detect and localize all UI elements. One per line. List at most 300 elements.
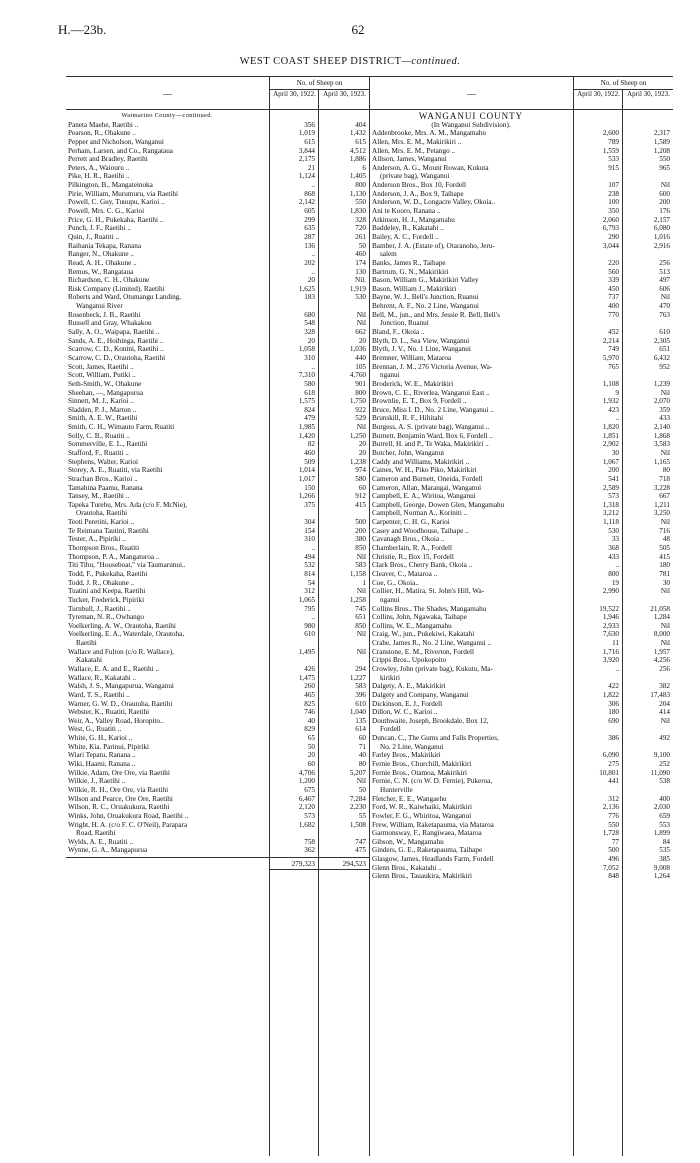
owner-name: Baddeley, R., Kakatahi .. (372, 224, 444, 233)
right-rows (370, 112, 673, 881)
sheep-1922: 758 (304, 837, 315, 846)
sheep-1922: 795 (304, 604, 315, 613)
table-row (370, 397, 673, 406)
table-row (66, 743, 369, 752)
table-row (370, 406, 673, 415)
sheep-1923: 415 (355, 500, 366, 509)
owner-name: Perrett and Bradley, Raetihi (68, 155, 148, 164)
owner-name: Casey and Woodhouse, Taihape .. (372, 526, 469, 535)
sheep-1922: .. (311, 613, 315, 622)
sheep-1923: 2,140 (653, 423, 670, 432)
sheep-1922: 82 (307, 440, 315, 449)
table-row (370, 570, 673, 579)
sheep-1922: 275 (608, 760, 619, 769)
owner-name: Seth-Smith, W., Ohakune (68, 379, 142, 388)
owner-name: Wanganui River (76, 302, 123, 311)
table-row (66, 389, 369, 398)
owner-name: Blyth, D. L., Sea View, Wanganui (372, 336, 470, 345)
owner-name: Fernie, C. N. (c/o W. D. Fernie), Pukeroa, (372, 777, 493, 786)
owner-name: Todd, F., Pukekaha, Raetihi (68, 569, 148, 578)
table-row (370, 605, 673, 614)
table-row (66, 846, 369, 855)
table-row (66, 630, 369, 639)
sheep-1923: 80 (662, 466, 670, 475)
sheep-1922: 423 (608, 405, 619, 414)
table-row (370, 544, 673, 553)
table-row (66, 432, 369, 441)
table-row (370, 423, 673, 432)
sheep-1922: 550 (608, 820, 619, 829)
sheep-1922: 6,467 (298, 794, 315, 803)
owner-name: Wilkie, J., Raetihi .. (68, 777, 126, 786)
sheep-1923: 718 (659, 474, 670, 483)
table-row (66, 172, 369, 181)
sheep-1923: 55 (358, 811, 366, 820)
sheep-1923: 440 (355, 353, 366, 362)
sheep-1922: 65 (307, 734, 315, 743)
sheep-1923: 952 (659, 362, 670, 371)
owner-name: Cranstone, E. M., Riverton, Fordell (372, 647, 475, 656)
owner-name: Sinnett, M. J., Karioi .. (68, 397, 134, 406)
sheep-1923: 720 (355, 224, 366, 233)
owner-name: Road, Raetihi (76, 829, 116, 838)
sheep-1923: 535 (659, 846, 670, 855)
sheep-1922: 1,065 (298, 595, 315, 604)
sheep-1923: 4,256 (653, 656, 670, 665)
table-row (66, 259, 369, 268)
owner-name: Tansey, M., Raetihi .. (68, 492, 130, 501)
owner-name: Pirie, William, Murumuru, via Raetihi (68, 189, 178, 198)
sheep-1923: 470 (659, 302, 670, 311)
sheep-1923: 7,284 (349, 794, 366, 803)
sheep-1922: 824 (304, 405, 315, 414)
table-row (370, 138, 673, 147)
page-title-suffix: —continued. (401, 56, 461, 67)
owner-name: Glasgow, James, Headlands Farm, Fordell (372, 855, 494, 864)
table-row (66, 121, 369, 130)
sheep-1923: 20 (358, 448, 366, 457)
owner-name: Bamber, J. A. (Estate of), Otaranoho, Jeru- (372, 241, 495, 250)
sheep-1923: Nil (660, 388, 670, 397)
sheep-1922: 737 (608, 293, 619, 302)
owner-name: Bartrum, G. N., Makirikiri (372, 267, 449, 276)
owner-name: Walsh, J. S., Mangapurua, Wanganui (68, 682, 174, 691)
sheep-1922: 1,118 (603, 518, 619, 527)
table-row (370, 501, 673, 510)
owner-name: Read, A. H., Ohakune .. (68, 258, 137, 267)
sheep-1922: 533 (608, 155, 619, 164)
owner-name: Dalgety and Company, Wanganui (372, 690, 469, 699)
owner-name: Douthwaite, Joseph, Brookdale, Box 12, (372, 716, 489, 725)
owner-name: Tester, A., Pipiriki .. (68, 535, 126, 544)
sheep-1923: 48 (662, 535, 670, 544)
owner-name: Clark Bros., Cherry Bank, Okoia .. (372, 561, 473, 570)
sheep-1922: 238 (608, 189, 619, 198)
owner-name: Storey, A. E., Ruatiti, via Raetihi (68, 466, 163, 475)
sheep-count-header: No. of Sheep on (573, 77, 673, 90)
owner-name: Allison, James, Wanganui (372, 155, 447, 164)
sheep-1922: 825 (304, 699, 315, 708)
sheep-1922: 2,902 (602, 440, 619, 449)
sheep-1923: 610 (659, 328, 670, 337)
sheep-1923: 404 (355, 120, 366, 129)
total-1923: 294,523 (342, 860, 366, 869)
sheep-1922: 40 (307, 716, 315, 725)
sheep-1922: 980 (304, 621, 315, 630)
owner-name: Richardson, C. H., Ohakune (68, 276, 150, 285)
sheep-1923: 11,090 (650, 768, 670, 777)
sheep-1922: 1,985 (298, 423, 315, 432)
sheep-1922: 1,266 (298, 492, 315, 501)
owner-name: Broderick, W. E., Makirikiri (372, 379, 454, 388)
table-row (66, 613, 369, 622)
owner-name: Scarrow, C. D., Konini, Raetihi .. (68, 345, 164, 354)
owner-name: Wallace, R., Kakatahi .. (68, 673, 137, 682)
table-row (370, 777, 673, 786)
sheep-1923: 912 (355, 492, 366, 501)
sheep-1922: 356 (304, 120, 315, 129)
sheep-1922: 800 (608, 569, 619, 578)
table-row (370, 682, 673, 691)
sheep-1922: 19,522 (599, 604, 619, 613)
sheep-1922: 6,793 (602, 224, 619, 233)
sheep-1923: 1,250 (349, 431, 366, 440)
owner-name: Brunskill, R. F., Hihitahi (372, 414, 444, 423)
table-row (370, 769, 673, 778)
owner-name: Campbell, Norman A., Koriniti .. (372, 509, 468, 518)
owner-name: Glenn Bros., Kakatahi .. (372, 863, 442, 872)
owner-name: Stafford, F., Ruatiti .. (68, 448, 129, 457)
table-row (66, 570, 369, 579)
sheep-1922: 1,716 (602, 647, 619, 656)
table-row (66, 492, 369, 501)
owner-name: Carpenter, C. H. G., Karioi (372, 518, 450, 527)
sheep-1922: 1,822 (602, 690, 619, 699)
col-1923-header: April 30, 1923. (318, 90, 370, 109)
owner-name: Solly, C. B., Ruatiti .. (68, 431, 130, 440)
sheep-1922: 829 (304, 725, 315, 734)
table-row (66, 440, 369, 449)
table-row (370, 129, 673, 138)
owner-name: Gibson, W., Mangamahu (372, 837, 444, 846)
table-row (66, 363, 369, 372)
sheep-1922: 500 (608, 846, 619, 855)
owner-name: Anderson, J. A., Box 9, Taihape (372, 189, 464, 198)
owner-name: Caines, W. H., Piko Piko, Makirikiri (372, 466, 477, 475)
table-row (66, 786, 369, 795)
table-row (370, 466, 673, 475)
owner-name: Bell, M., jun., and Mrs. Jessie R. Bell, Bell's (372, 310, 500, 319)
table-row (370, 829, 673, 838)
sheep-1923: 475 (355, 846, 366, 855)
sheep-1923: 1,239 (653, 379, 670, 388)
table-row (370, 855, 673, 864)
total-underline (269, 869, 369, 870)
table-row (66, 544, 369, 553)
owner-name: Kakatahi (76, 656, 102, 665)
sheep-1923: 130 (355, 267, 366, 276)
owner-name: Wilson and Pearce, Ore Ore, Raetihi (68, 794, 173, 803)
owner-name: Scott, James, Raetihi .. (68, 362, 134, 371)
table-row (66, 207, 369, 216)
sheep-1923: 3,228 (653, 483, 670, 492)
sheep-1923: 2,317 (653, 129, 670, 138)
sheep-1922: 1,728 (602, 829, 619, 838)
table-row (66, 293, 369, 302)
table-row (370, 354, 673, 363)
table-row (370, 371, 673, 380)
table-row (370, 207, 673, 216)
owner-name: Frew, William, Raketapauma, via Mataroa (372, 820, 494, 829)
sheep-1922: 1,058 (298, 345, 315, 354)
table-row (66, 553, 369, 562)
section-heading (66, 112, 369, 121)
page-title-text: WEST COAST SHEEP DISTRICT (239, 56, 402, 67)
table-row (370, 613, 673, 622)
sheep-1922: 1,495 (298, 647, 315, 656)
table-row (370, 812, 673, 821)
sheep-1923: 261 (355, 232, 366, 241)
owner-name: Ford, W. R., Kaiwhaiki, Makirikiri (372, 803, 473, 812)
sheep-1923: Nil. (355, 276, 366, 285)
sheep-1923: 40 (358, 751, 366, 760)
owner-name: Thompson Bros., Ruatiti (68, 544, 140, 553)
table-row (66, 725, 369, 734)
sheep-1923: 200 (659, 198, 670, 207)
sheep-1923: 84 (662, 837, 670, 846)
table-row (370, 458, 673, 467)
owner-name: Raetihi (76, 639, 97, 648)
sheep-1922: 1,318 (602, 500, 619, 509)
sheep-1922: .. (615, 665, 619, 673)
owner-name: Brown, C. E., Riverlea, Wanganui East .. (372, 388, 490, 397)
sheep-1922: 746 (304, 708, 315, 717)
sheep-1923: 610 (355, 699, 366, 708)
table-row (370, 233, 673, 242)
owner-name: Webster, K., Ruatiti, Raetihi (68, 708, 150, 717)
owner-name: Bailey, A. C., Fordell .. (372, 232, 439, 241)
sheep-1923: Nil (660, 448, 670, 457)
sheep-1923: 1,868 (653, 431, 670, 440)
sheep-1923: 80 (358, 760, 366, 769)
owner-name: Behrent, A. F., No. 2 Line, Wanganui (372, 302, 479, 311)
page-title (0, 56, 700, 67)
sheep-1923: 50 (358, 785, 366, 794)
owner-name: Allen, Mrs. E. M., Makirikiri .. (372, 137, 462, 146)
sheep-1922: 3,044 (602, 241, 619, 250)
sheep-1922: 770 (608, 310, 619, 319)
table-row (66, 760, 369, 769)
sheep-1922: 11 (612, 639, 619, 648)
sheep-1922: 1,559 (602, 146, 619, 155)
owner-name: Crahe, James R., No. 2 Line, Wanganui .. (372, 639, 492, 648)
owner-name: (private bag), Wanganui (380, 172, 450, 181)
sheep-1922: 605 (304, 207, 315, 216)
table-row (66, 250, 369, 259)
sheep-1923: 2,070 (653, 397, 670, 406)
left-table-header (66, 76, 369, 110)
owner-name: Burnett, Benjamin Ward, Box 6, Fordell .. (372, 431, 493, 440)
sheep-1922: 299 (304, 215, 315, 224)
sheep-1923: 4,760 (349, 371, 366, 380)
sheep-1923: 204 (659, 699, 670, 708)
table-row (66, 596, 369, 605)
sheep-1922: .. (311, 181, 315, 190)
sheep-1922: 306 (608, 699, 619, 708)
table-row (66, 129, 369, 138)
page-reference: H.—23b. (58, 22, 107, 37)
sheep-1923: 20 (358, 336, 366, 345)
sheep-1922: 1,108 (602, 379, 619, 388)
sheep-1922: 532 (304, 561, 315, 570)
sheep-1922: 2,214 (602, 336, 619, 345)
section-heading (370, 112, 673, 121)
table-row (370, 475, 673, 484)
owner-name: Fletcher, E. E., Wangaehu (372, 794, 447, 803)
table-row (370, 786, 673, 795)
table-row (66, 682, 369, 691)
owner-name: Anderson, W. D., Longacre Valley, Okoia.. (372, 198, 496, 207)
sheep-1923: Nil (356, 319, 366, 328)
sheep-1922: 1,946 (602, 613, 619, 622)
sheep-1922: 618 (304, 388, 315, 397)
table-row (370, 734, 673, 743)
table-row (370, 155, 673, 164)
owner-name: Coe, G., Okoia.. (372, 578, 419, 587)
sheep-1922: 580 (304, 379, 315, 388)
sheep-1923: 3,250 (653, 509, 670, 518)
page-header (58, 22, 658, 40)
sheep-1922: 3,920 (602, 656, 619, 665)
table-row (66, 535, 369, 544)
sheep-1923: Nil (356, 552, 366, 561)
owner-name: Christie, R., Box 15, Fordell (372, 552, 454, 561)
table-row (66, 285, 369, 294)
sheep-1923: Nil (660, 716, 670, 725)
sheep-1923: 716 (659, 526, 670, 535)
table-row (66, 734, 369, 743)
owner-name: Dickinson, E. J., Fordell (372, 699, 443, 708)
table-row (66, 751, 369, 760)
sheep-1923: 60 (358, 734, 366, 743)
sheep-1923: Nil (660, 293, 670, 302)
owner-name: Bruce, Miss I. D., No. 2 Line, Wanganui .. (372, 405, 494, 414)
owner-name: Addenbrooke, Mrs. A. M., Mangamahu (372, 129, 486, 138)
owner-name: Thompson, P. A., Mangaturoa .. (68, 552, 160, 561)
sheep-1922: 452 (608, 328, 619, 337)
owner-name: Russell and Gray, Whakakou (68, 319, 152, 328)
owner-name: White, Kia. Parinui, Pipiriki (68, 742, 150, 751)
sheep-1923: 667 (659, 492, 670, 501)
table-row (66, 812, 369, 821)
sheep-1923: 1,508 (349, 820, 366, 829)
table-row (66, 803, 369, 812)
sheep-1923: 6 (362, 163, 366, 172)
owner-name: nganui (380, 371, 400, 380)
sheep-1922: 1,420 (298, 431, 315, 440)
right-column (369, 76, 673, 1156)
sheep-1923: 415 (659, 552, 670, 561)
sheep-1922: 136 (304, 241, 315, 250)
owner-name: Hunterville (380, 785, 413, 794)
owner-name: Rosenbeck, J. B., Raetihi (68, 310, 141, 319)
owner-name: Wylds, A. E., Ruatiti .. (68, 837, 134, 846)
subsection-heading (370, 121, 673, 130)
sheep-1923: 1,899 (653, 829, 670, 838)
table-row (370, 449, 673, 458)
sheep-1923: Nil (356, 587, 366, 596)
owner-name: Te Reimana Tautini, Raetihi (68, 526, 149, 535)
owner-name: Wilson, R. C., Oruakukura, Raetihi (68, 803, 170, 812)
owner-name: Punch, J. F., Raetihi .. (68, 224, 131, 233)
owner-name: Smith, A. E. W., Raetihi (68, 414, 138, 423)
sheep-1923: 174 (355, 258, 366, 267)
sheep-1923: 550 (659, 155, 670, 164)
sheep-1923: 252 (659, 760, 670, 769)
table-row (370, 224, 673, 233)
owner-name: Bayne, W. J., Bell's Junction, Ruanui (372, 293, 479, 302)
table-row (370, 172, 673, 181)
owner-name: kirikiri (380, 673, 400, 682)
owner-name: Tamahina Paamu, Ranana (68, 483, 143, 492)
owner-name: Glenn Bros., Tauaukira, Makirikiri (372, 872, 472, 881)
sheep-1922: 1,475 (298, 673, 315, 682)
sheep-1922: 5,970 (602, 353, 619, 362)
owner-name: Fowler, F. G., Whiritoa, Wanganui (372, 811, 472, 820)
owner-name: Bland, F., Okoia .. (372, 328, 425, 337)
sheep-1922: 339 (608, 276, 619, 285)
table-row (66, 242, 369, 251)
sheep-count-header: No. of Sheep on (269, 77, 369, 90)
owner-name: Blyth, J. V., No. 1 Line, Wanganui (372, 345, 471, 354)
owner-name: Cleaver, C., Mataroa .. (372, 569, 438, 578)
owner-name: Collins, John, Ngawaka, Taihape (372, 613, 467, 622)
table-row (370, 147, 673, 156)
owner-name: West, G., Ruatiti .. (68, 725, 122, 734)
table-row (66, 622, 369, 631)
sheep-1923: 20 (358, 440, 366, 449)
owner-name: Crowley, John (private bag), Kukutu, Ma- (372, 665, 493, 673)
table-row (66, 216, 369, 225)
sheep-1923: 850 (355, 621, 366, 630)
sheep-1922: 441 (608, 777, 619, 786)
sheep-1923: 9,008 (653, 863, 670, 872)
sheep-1923: 396 (355, 690, 366, 699)
sheep-1923: 497 (659, 276, 670, 285)
sheep-1922: .. (311, 544, 315, 553)
sheep-1922: 450 (608, 284, 619, 293)
owner-name: nganui (380, 595, 400, 604)
sheep-1922: 426 (304, 665, 315, 673)
sheep-1923: 651 (355, 613, 366, 622)
sheep-1922: 202 (304, 258, 315, 267)
owner-name: Collins Bros., The Shades, Mangamahu (372, 604, 487, 613)
owner-name: Bremner, William, Mataroa (372, 353, 452, 362)
table-row (66, 190, 369, 199)
table-row (370, 579, 673, 588)
sheep-1922: 7,310 (298, 371, 315, 380)
owner-name: Cripps Bros., Upokopoito (372, 656, 447, 665)
owner-name: Brennan, J. M., 276 Victoria Avenue, Wa- (372, 362, 493, 371)
sheep-1923: 583 (355, 561, 366, 570)
sheep-1922: .. (311, 362, 315, 371)
sheep-1923: 1,130 (349, 189, 366, 198)
sheep-1923: 901 (355, 379, 366, 388)
table-row (370, 527, 673, 536)
table-row (66, 579, 369, 588)
table-row (370, 216, 673, 225)
sheep-1922: 2,120 (298, 803, 315, 812)
